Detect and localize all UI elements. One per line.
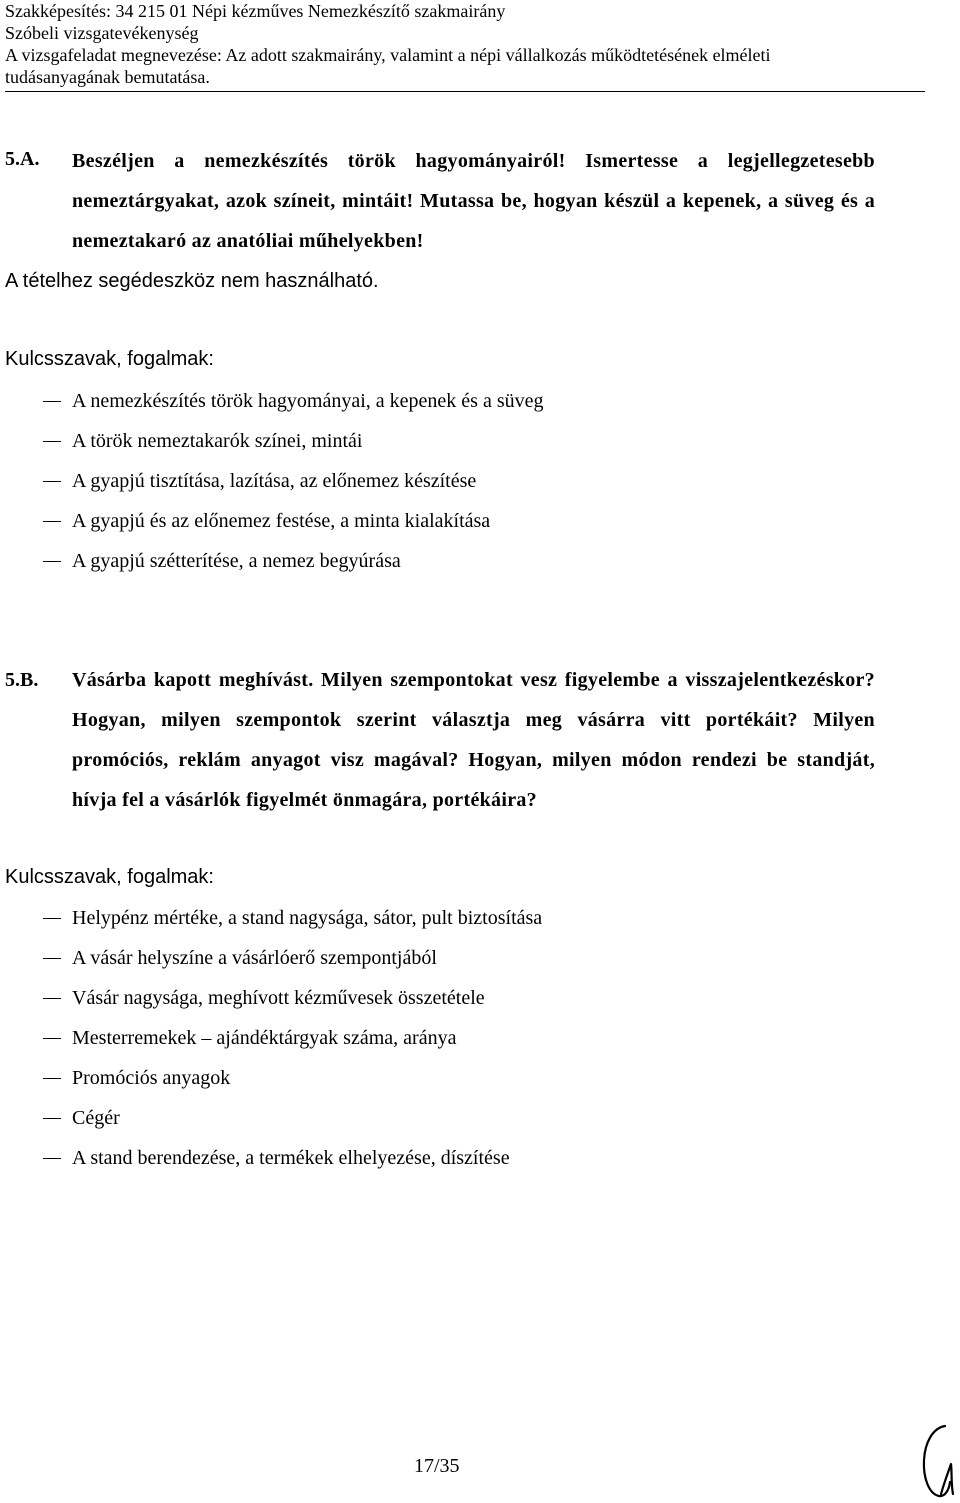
dash-bullet	[43, 1118, 61, 1119]
dash-bullet	[43, 441, 61, 442]
dash-bullet	[43, 1158, 61, 1159]
header-qualification: Szakképesítés: 34 215 01 Népi kézműves Nemezkészítő szakmairány	[5, 1, 506, 21]
section-a-question: Beszéljen a nemezkészítés török hagyományairól! Ismertesse a legjellegzetesebb nemeztárgyakat, azok színeit, mintáit! Mutassa be, hogyan készül a kepenek, a süveg és a nemeztakaró az anatóliai műhelyekben!	[72, 150, 875, 252]
section-a-note: A tételhez segédeszköz nem használható.	[5, 270, 379, 292]
handwritten-signature-icon	[915, 1420, 957, 1500]
section-b-label: 5.B.	[5, 669, 39, 691]
header-exam-activity: Szóbeli vizsgatevékenység	[5, 23, 199, 43]
dash-bullet	[43, 521, 61, 522]
section-a-keywords-title: Kulcsszavak, fogalmak:	[5, 348, 214, 370]
header-divider	[5, 91, 925, 92]
dash-bullet	[43, 918, 61, 919]
section-a-label: 5.A.	[5, 148, 40, 170]
dash-bullet	[43, 1038, 61, 1039]
section-b-keywords-title: Kulcsszavak, fogalmak:	[5, 866, 214, 888]
section-b-question: Vásárba kapott meghívást. Milyen szempontokat vesz figyelembe a visszajelentkezéskor? Hogyan, milyen szempontok szerint választja meg vásárra vitt portékáit? Milyen promóciós, reklám anyagot visz magával? Hogyan, milyen módon rendezi be standját, hívja fel a vásárlók figyelmét önmagára, portékáira?	[72, 669, 875, 811]
dash-bullet	[43, 998, 61, 999]
header-task-name-cont: tudásanyagának bemutatása.	[5, 67, 210, 87]
dash-bullet	[43, 1078, 61, 1079]
dash-bullet	[43, 958, 61, 959]
page-number: 17/35	[414, 1455, 460, 1477]
dash-bullet	[43, 401, 61, 402]
document-header	[5, 0, 925, 88]
dash-bullet	[43, 481, 61, 482]
dash-bullet	[43, 561, 61, 562]
header-task-name: A vizsgafeladat megnevezése: Az adott szakmairány, valamint a népi vállalkozás működtetésének elméleti	[5, 45, 771, 65]
